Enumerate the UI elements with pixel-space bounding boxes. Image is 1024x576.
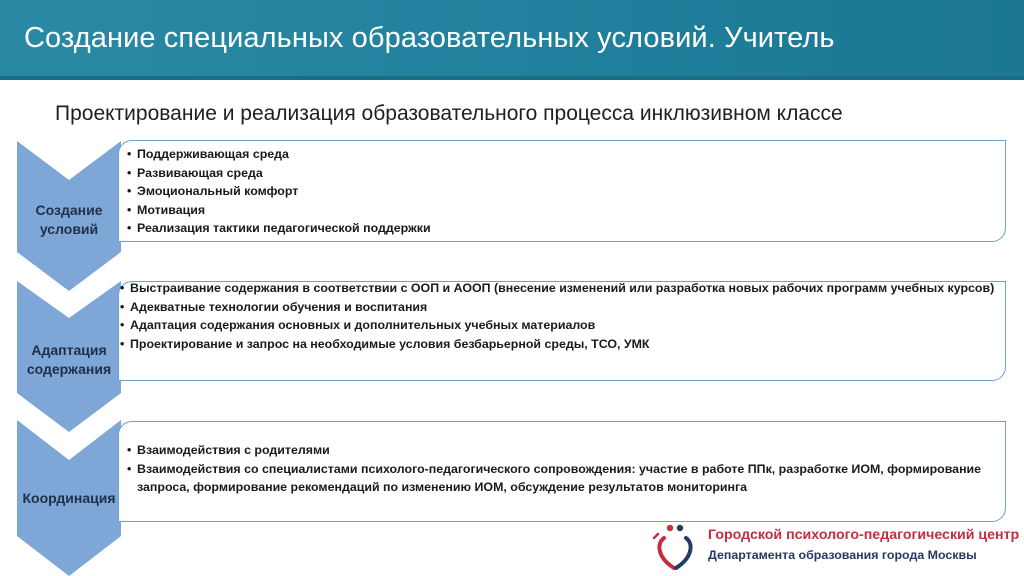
- list-item: • Мотивация: [126, 201, 995, 220]
- list-item: • Адаптация содержания основных и дополнительных учебных материалов: [119, 316, 1005, 335]
- section-box-1: [118, 140, 1006, 242]
- list-item: • Реализация тактики педагогической поддержки: [126, 219, 995, 238]
- logo-title: Городской психолого-педагогический центр: [708, 527, 1020, 543]
- section-label-1: Создание условий: [35, 202, 103, 237]
- list-item: • Взаимодействия с родителями: [126, 441, 995, 460]
- list-item: • Взаимодействия со специалистами психолого-педагогического сопровождения: участие в работе ППк, разработке ИОМ, формирование запроса, формирование рекомендаций по изменению ИОМ, обсуждение результатов мониторинга: [126, 460, 995, 497]
- list-item: • Эмоциональный комфорт: [126, 182, 995, 201]
- list-item: • Адекватные технологии обучения и воспитания: [119, 298, 1005, 317]
- page-title: Создание специальных образовательных условий. Учитель: [24, 22, 835, 54]
- list-item: • Проектирование и запрос на необходимые условия безбарьерной среды, ТСО, УМК: [119, 335, 1005, 354]
- logo-subtitle: Департамента образования города Москвы: [708, 548, 977, 562]
- list-item: • Выстраивание содержания в соответствии с ООП и АООП (внесение изменений или разработка новых рабочих программ учебных курсов): [119, 279, 1005, 298]
- section-box-3: [118, 421, 1006, 522]
- section-box-2: [118, 281, 1006, 381]
- list-item: • Развивающая среда: [126, 164, 995, 183]
- organization-logo: [650, 518, 1020, 576]
- heart-person-icon: [650, 520, 706, 576]
- slide-subtitle: Проектирование и реализация образовательного процесса инклюзивном классе: [55, 102, 843, 125]
- list-item: • Поддерживающая среда: [126, 145, 995, 164]
- section-label-2: Адаптация содержания: [26, 342, 112, 377]
- section-label-3: Координация: [22, 490, 116, 506]
